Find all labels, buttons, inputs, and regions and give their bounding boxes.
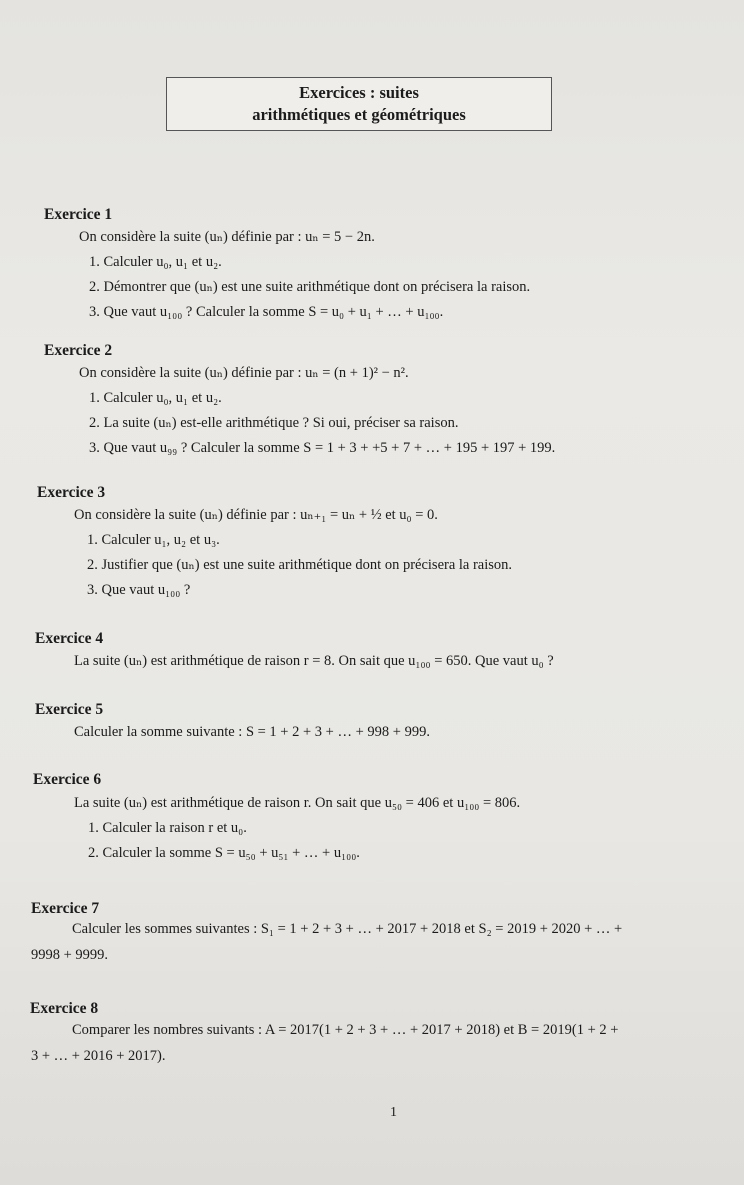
exercise-7-line-1: Calculer les sommes suivantes : S₁ = 1 + 2 + 3 + … + 2017 + 2018 et S₂ = 2019 + 2020 + … + [72, 921, 623, 937]
exercise-8-title: Exercice 8 [30, 1000, 99, 1017]
exercise-4-title: Exercice 4 [35, 630, 104, 647]
exercise-5-line-1: Calculer la somme suivante : S = 1 + 2 + 3 + … + 998 + 999. [74, 724, 430, 740]
exercise-3-line-1: On considère la suite (uₙ) définie par : uₙ₊₁ = uₙ + ½ et u₀ = 0. [74, 507, 438, 523]
exercise-3-line-2: 1. Calculer u₁, u₂ et u₃. [87, 532, 220, 548]
exercise-6-line-3: 2. Calculer la somme S = u₅₀ + u₅₁ + … + u₁₀₀. [88, 845, 360, 861]
title-line-1: Exercices : suites [299, 83, 419, 102]
exercise-1-line-1: On considère la suite (uₙ) définie par : uₙ = 5 − 2n. [79, 229, 375, 245]
exercise-7-title: Exercice 7 [31, 900, 100, 917]
exercise-3-line-4: 3. Que vaut u₁₀₀ ? [87, 582, 191, 598]
exercise-1-title: Exercice 1 [44, 206, 113, 223]
exercise-3-title: Exercice 3 [37, 484, 106, 501]
title-line-2: arithmétiques et géométriques [252, 105, 466, 124]
exercise-8-line-2: 3 + … + 2016 + 2017). [31, 1048, 166, 1064]
exercise-2-line-1: On considère la suite (uₙ) définie par : uₙ = (n + 1)² − n². [79, 365, 409, 381]
exercise-2-line-4: 3. Que vaut u₉₉ ? Calculer la somme S = 1 + 3 + +5 + 7 + … + 195 + 197 + 199. [89, 440, 556, 456]
exercise-2-line-3: 2. La suite (uₙ) est-elle arithmétique ? Si oui, préciser sa raison. [89, 415, 459, 431]
exercise-6-line-1: La suite (uₙ) est arithmétique de raison r. On sait que u₅₀ = 406 et u₁₀₀ = 806. [74, 795, 521, 811]
exercise-8-line-1: Comparer les nombres suivants : A = 2017(1 + 2 + 3 + … + 2017 + 2018) et B = 2019(1 + 2 + [72, 1022, 619, 1038]
exercise-2-line-2: 1. Calculer u₀, u₁ et u₂. [89, 390, 222, 406]
exercise-1-line-2: 1. Calculer u₀, u₁ et u₂. [89, 254, 222, 270]
exercise-1-line-4: 3. Que vaut u₁₀₀ ? Calculer la somme S = u₀ + u₁ + … + u₁₀₀. [89, 304, 444, 320]
exercise-5-title: Exercice 5 [35, 701, 104, 718]
exercise-7-line-2: 9998 + 9999. [31, 947, 109, 963]
title-box [166, 77, 552, 131]
exercise-6-line-2: 1. Calculer la raison r et u₀. [88, 820, 247, 836]
page-number: 1 [390, 1105, 397, 1120]
exercise-3-line-3: 2. Justifier que (uₙ) est une suite arithmétique dont on précisera la raison. [87, 557, 513, 573]
exercise-6-title: Exercice 6 [33, 771, 102, 788]
exercise-4-line-1: La suite (uₙ) est arithmétique de raison r = 8. On sait que u₁₀₀ = 650. Que vaut u₀ ? [74, 653, 554, 669]
exercise-2-title: Exercice 2 [44, 342, 113, 359]
exercise-1-line-3: 2. Démontrer que (uₙ) est une suite arithmétique dont on précisera la raison. [89, 279, 531, 295]
